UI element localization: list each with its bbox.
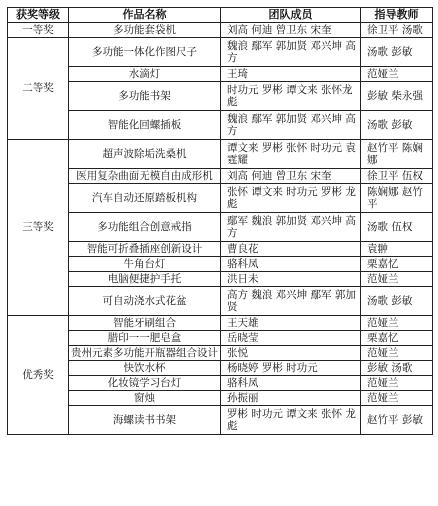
table-row xyxy=(8,287,433,316)
team-members-cell: 刘高 何迪 曾卫东 宋奎 xyxy=(221,23,361,38)
advisor-cell: 徐卫平 伍权 xyxy=(361,169,433,184)
work-name-cell: 水滴灯 xyxy=(69,67,221,82)
advisor-cell: 汤歌 彭敏 xyxy=(361,38,433,67)
work-name-cell: 多功能组合创意戒指 xyxy=(69,213,221,242)
table-row xyxy=(8,111,433,140)
team-members-cell: 刘高 何迪 曾卫东 宋奎 xyxy=(221,169,361,184)
table-row xyxy=(8,361,433,376)
work-name-cell: 智能可折叠插座创新设计 xyxy=(69,242,221,257)
work-name-cell: 电脑便捷护手托 xyxy=(69,272,221,287)
awards-body xyxy=(8,23,433,435)
award-grade-cell: 三等奖 xyxy=(8,140,69,316)
table-row xyxy=(8,316,433,331)
advisor-cell: 彭敏 汤歌 xyxy=(361,361,433,376)
header-row xyxy=(8,8,433,23)
advisor-cell: 赵竹平 陈娴娜 xyxy=(361,140,433,169)
work-name-cell: 窗烛 xyxy=(69,391,221,406)
advisor-cell: 范娅兰 xyxy=(361,391,433,406)
table-row xyxy=(8,257,433,272)
team-members-cell: 鄢军 魏浪 郭加贤 邓兴坤 高方 xyxy=(221,213,361,242)
advisor-cell: 赵竹平 彭敏 xyxy=(361,406,433,435)
advisor-cell: 栗嘉忆 xyxy=(361,331,433,346)
work-name-cell: 腊印一一肥皂盒 xyxy=(69,331,221,346)
award-grade-cell: 优秀奖 xyxy=(8,316,69,435)
team-members-cell: 杨晓婷 罗彬 时功元 xyxy=(221,361,361,376)
table-row xyxy=(8,169,433,184)
team-members-cell: 高方 魏浪 邓兴坤 鄢军 郭加贤 xyxy=(221,287,361,316)
team-members-cell: 时功元 罗彬 谭文来 张怀龙彪 xyxy=(221,82,361,111)
advisor-cell: 范娅兰 xyxy=(361,316,433,331)
advisor-cell: 范娅兰 xyxy=(361,346,433,361)
work-name-cell: 超声波除垢洗桑机 xyxy=(69,140,221,169)
table-row xyxy=(8,67,433,82)
advisor-cell: 范娅兰 xyxy=(361,272,433,287)
team-members-cell: 骆科凤 xyxy=(221,376,361,391)
work-name-cell: 可自动浇水式花盆 xyxy=(69,287,221,316)
work-name-cell: 海螺读书书架 xyxy=(69,406,221,435)
advisor-cell: 徐卫平 汤歌 xyxy=(361,23,433,38)
table-row xyxy=(8,140,433,169)
team-members-cell: 魏浪 鄢军 郭加贤 邓兴坤 高方 xyxy=(221,38,361,67)
advisor-cell: 范娅兰 xyxy=(361,376,433,391)
work-name-cell: 智能化回螺插板 xyxy=(69,111,221,140)
team-members-cell: 岳晓莹 xyxy=(221,331,361,346)
work-name-cell: 牛角台灯 xyxy=(69,257,221,272)
work-name-cell: 快饮水杯 xyxy=(69,361,221,376)
team-members-cell: 张怀 谭文来 时功元 罗彬 龙彪 xyxy=(221,184,361,213)
table-row xyxy=(8,331,433,346)
team-members-cell: 谭文来 罗彬 张怀 时功元 袁霆耀 xyxy=(221,140,361,169)
award-grade-cell: 二等奖 xyxy=(8,38,69,140)
team-members-cell: 魏浪 鄢军 郭加贤 邓兴坤 高方 xyxy=(221,111,361,140)
table-row xyxy=(8,346,433,361)
table-row xyxy=(8,406,433,435)
team-members-cell: 孙振丽 xyxy=(221,391,361,406)
awards-table xyxy=(7,7,433,435)
table-row xyxy=(8,242,433,257)
team-members-cell: 王天雄 xyxy=(221,316,361,331)
work-name-cell: 智能牙刷组合 xyxy=(69,316,221,331)
table-row xyxy=(8,23,433,38)
table-row xyxy=(8,272,433,287)
work-name-cell: 医用复杂曲面无模自由成形机 xyxy=(69,169,221,184)
work-name-cell: 汽车自动还原踏板机构 xyxy=(69,184,221,213)
work-name-cell: 多功能书架 xyxy=(69,82,221,111)
team-members-cell: 骆科凤 xyxy=(221,257,361,272)
header-teacher: 指导教师 xyxy=(361,8,433,23)
work-name-cell: 化妆镜学习台灯 xyxy=(69,376,221,391)
advisor-cell: 汤歌 彭敏 xyxy=(361,287,433,316)
work-name-cell: 多功能一体化作图尺子 xyxy=(69,38,221,67)
advisor-cell: 范娅兰 xyxy=(361,67,433,82)
team-members-cell: 罗彬 时功元 谭文来 张怀 龙彪 xyxy=(221,406,361,435)
table-row xyxy=(8,376,433,391)
header-team: 团队成员 xyxy=(221,8,361,23)
table-row xyxy=(8,82,433,111)
advisor-cell: 陈娴娜 赵竹平 xyxy=(361,184,433,213)
work-name-cell: 贵州元素多功能开瓶器组合设计 xyxy=(69,346,221,361)
team-members-cell: 王琦 xyxy=(221,67,361,82)
advisor-cell: 汤歌 彭敏 xyxy=(361,111,433,140)
team-members-cell: 张悦 xyxy=(221,346,361,361)
awards-document xyxy=(7,7,432,435)
award-grade-cell: 一等奖 xyxy=(8,23,69,38)
table-row xyxy=(8,184,433,213)
team-members-cell: 洪日未 xyxy=(221,272,361,287)
header-work: 作品名称 xyxy=(69,8,221,23)
table-row xyxy=(8,391,433,406)
table-row xyxy=(8,38,433,67)
work-name-cell: 多功能套袋机 xyxy=(69,23,221,38)
advisor-cell: 栗嘉忆 xyxy=(361,257,433,272)
table-row xyxy=(8,213,433,242)
advisor-cell: 彭敏 柴永强 xyxy=(361,82,433,111)
advisor-cell: 汤歌 伍权 xyxy=(361,213,433,242)
advisor-cell: 袁翀 xyxy=(361,242,433,257)
header-grade: 获奖等级 xyxy=(8,8,69,23)
team-members-cell: 曹良花 xyxy=(221,242,361,257)
